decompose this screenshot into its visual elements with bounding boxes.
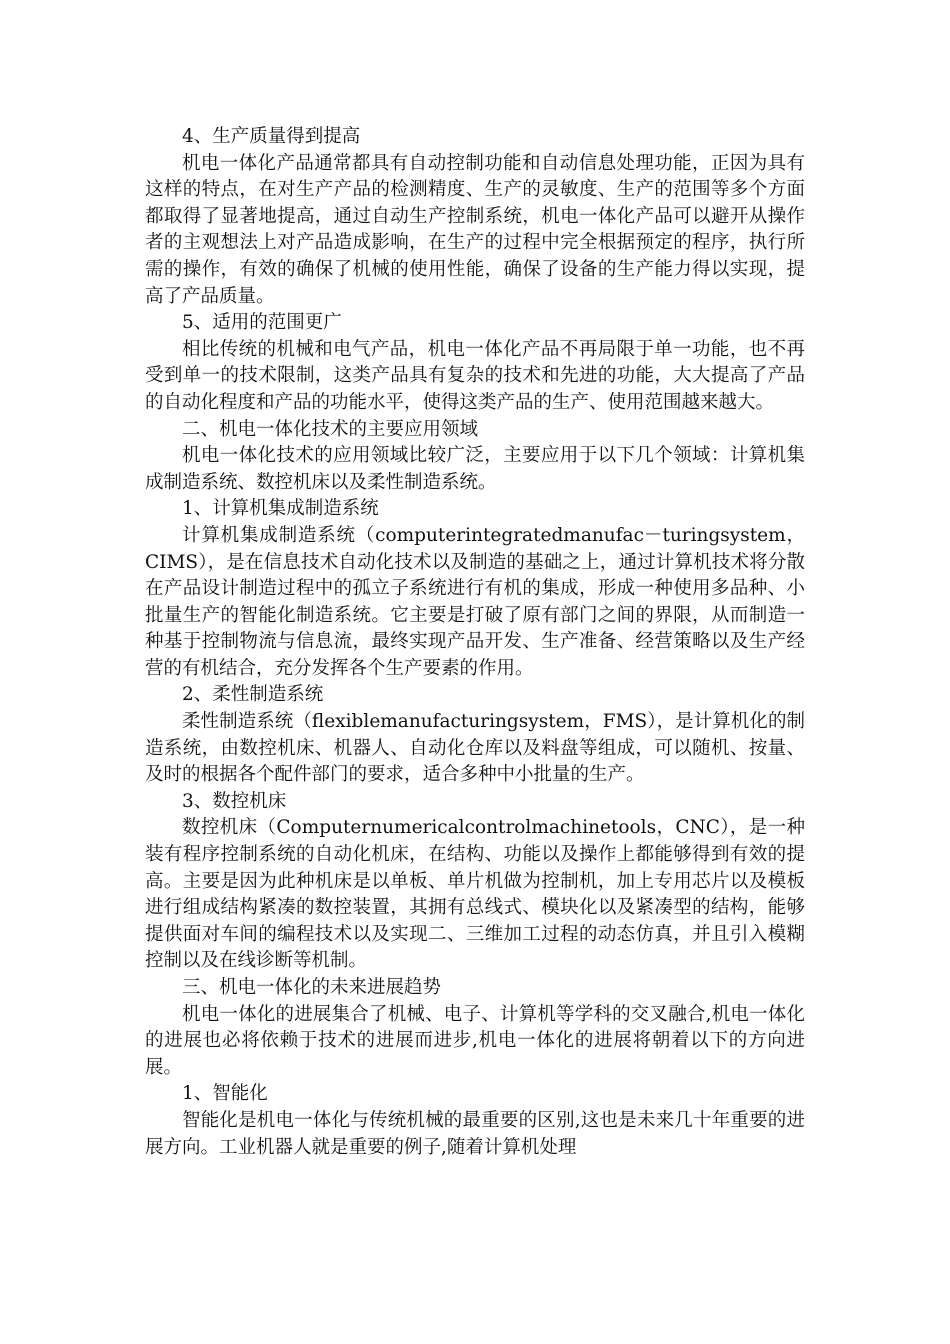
section-heading: 3、数控机床 (182, 790, 287, 812)
body-paragraph: 机电一体化技术的应用领域比较广泛，主要应用于以下几个领域：计算机集成制造系统、数控机床以及柔性制造系统。 (145, 445, 805, 493)
section-heading: 1、智能化 (182, 1083, 268, 1105)
section-heading: 4、生产质量得到提高 (182, 126, 361, 147)
document-body (145, 124, 805, 1161)
section-heading: 1、计算机集成制造系统 (182, 498, 379, 520)
body-paragraph: 智能化是机电一体化与传统机械的最重要的区别,这也是未来几十年重要的进展方向。工业机器人就是重要的例子,随着计算机处理 (145, 1109, 805, 1158)
body-paragraph: 数控机床（Computernumericalcontrolmachinetools，CNC），是一种装有程序控制系统的自动化机床，在结构、功能以及操作上都能够得到有效的提高。主要是因为此种机床是以单板、单片机做为控制机，加上专用芯片以及模板进行组成结构紧凑的数控装置，其拥有总线式、模块化以及紧凑型的结构，能够提供面对车间的编程技术以及实现二、三维加工过程的动态仿真，并且引入模糊控制以及在线诊断等机制。 (145, 817, 805, 972)
body-paragraph: 计算机集成制造系统（computerintegratedmanufac－turingsystem，CIMS），是在信息技术自动化技术以及制造的基础之上，通过计算机技术将分散在产品设计制造过程中的孤立子系统进行有机的集成，形成一种使用多品种、小批量生产的智能化制造系统。它主要是打破了原有部门之间的界限，从而制造一种基于控制物流与信息流，最终实现产品开发、生产准备、经营策略以及生产经营的有机结合，充分发挥各个生产要素的作用。 (145, 524, 805, 679)
body-paragraph: 机电一体化产品通常都具有自动控制功能和自动信息处理功能，正因为具有这样的特点，在对生产产品的检测精度、生产的灵敏度、生产的范围等多个方面都取得了显著地提高，通过自动生产控制系统，机电一体化产品可以避开从操作者的主观想法上对产品造成影响，在生产的过程中完全根据预定的程序，执行所需的操作，有效的确保了机械的使用性能，确保了设备的生产能力得以实现，提高了产品质量。 (145, 152, 805, 307)
body-paragraph: 机电一体化的进展集合了机械、电子、计算机等学科的交叉融合,机电一体化的进展也必将依赖于技术的进展而进步,机电一体化的进展将朝着以下的方向进展。 (145, 1003, 805, 1078)
body-paragraph: 相比传统的机械和电气产品，机电一体化产品不再局限于单一功能，也不再受到单一的技术限制，这类产品具有复杂的技术和先进的功能，大大提高了产品的自动化程度和产品的功能水平，使得这类产品的生产、使用范围越来越大。 (145, 338, 805, 413)
body-paragraph: 柔性制造系统（flexiblemanufacturingsystem，FMS），是计算机化的制造系统，由数控机床、机器人、自动化仓库以及料盘等组成，可以随机、按量、及时的根据各个配件部门的要求，适合多种中小批量的生产。 (145, 711, 805, 786)
chapter-heading: 三、机电一体化的未来进展趋势 (182, 977, 442, 998)
section-heading: 2、柔性制造系统 (182, 684, 324, 706)
chapter-heading: 二、机电一体化技术的主要应用领域 (182, 418, 479, 440)
section-heading: 5、适用的范围更广 (182, 312, 342, 334)
